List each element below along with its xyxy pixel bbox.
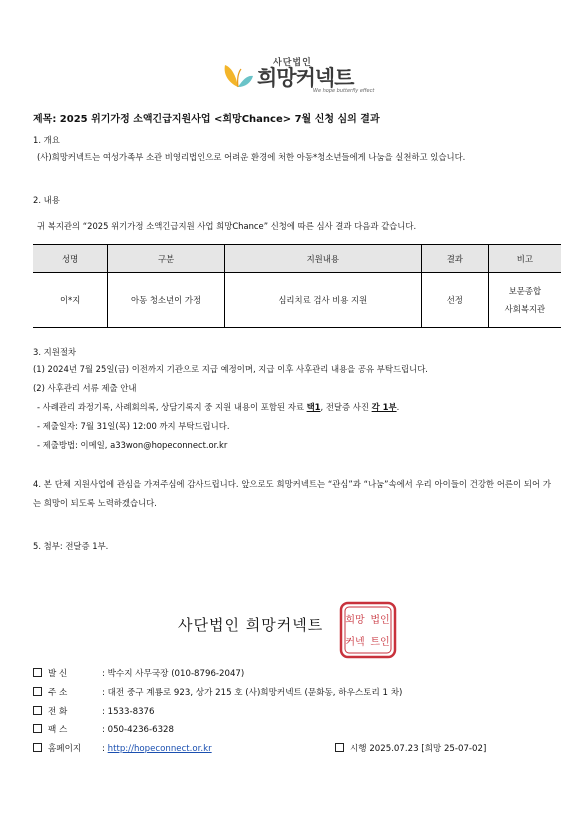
footer-sep: : (102, 744, 108, 754)
seal-glyph: 커넥 (345, 637, 365, 648)
section-3-line-5: - 제출방법: 이메일, a33won@hopeconnect.or.kr (37, 440, 228, 450)
footer-value: : 박수지 사무국장 (010-8796-2047) (102, 669, 245, 679)
footer-label: 팩 스 (48, 725, 68, 735)
seal-glyph: 희망 (345, 615, 365, 626)
table-header-row (33, 245, 561, 273)
document-title: 제목: 2025 위기가정 소액긴급지원사업 <희망Chance> 7월 신청 심의 결과 (33, 114, 380, 125)
seal-glyph: 법인 (370, 615, 390, 626)
footer-homepage (33, 742, 212, 754)
checkbox-square-icon (335, 743, 344, 752)
checkbox-square-icon (33, 724, 42, 733)
footer-label: 홈페이지 (48, 744, 82, 754)
table-header: 성명 (33, 245, 108, 273)
footer-enforce (335, 742, 486, 754)
emphasis: 택1 (306, 402, 321, 412)
table-cell: 선정 (421, 273, 488, 328)
footer-fax (33, 723, 174, 735)
checkbox-square-icon (33, 668, 42, 677)
table-cell (488, 273, 561, 328)
section-3-line-1: (1) 2024년 7월 25일(금) 이전까지 기관으로 지급 예정이며, 지급 이후 사후관리 내용을 공유 부탁드립니다. (33, 364, 428, 374)
section-2-heading: 2. 내용 (33, 195, 60, 205)
logo-tagline: We hope butterfly effect (313, 88, 375, 94)
footer-sender (33, 667, 244, 679)
result-table (33, 244, 561, 328)
seal-glyph: 트인 (370, 637, 390, 648)
section-2-body: 귀 복지관의 “2025 위기가정 소액긴급지원 사업 희망Chance” 신청에 따른 심사 결과 다음과 같습니다. (37, 221, 417, 231)
checkbox-square-icon (33, 743, 42, 752)
table-header: 비고 (488, 245, 561, 273)
section-5-body: 5. 첨부: 전달증 1부. (33, 541, 109, 551)
footer-label: 발 신 (48, 669, 68, 679)
section-3-line-4: - 제출일자: 7월 31일(목) 12:00 까지 부탁드립니다. (37, 421, 230, 431)
footer-value: : 1533-8376 (102, 707, 155, 717)
table-header: 결과 (421, 245, 488, 273)
text: - 사례관리 과정기록, 사례회의록, 상담기록지 중 지원 내용이 포함된 자료 (37, 402, 307, 412)
footer-label: 주 소 (48, 688, 68, 698)
section-1-body: (사)희망커넥트는 여성가족부 소관 비영리법인으로 어려운 환경에 처한 아동*청소년들에게 나눔을 실천하고 있습니다. (37, 152, 466, 162)
logo-small-text: 사단법인 (273, 58, 312, 68)
table-header: 구분 (108, 245, 225, 273)
table-row (33, 273, 561, 328)
table-cell: 심리치료 검사 비용 지원 (224, 273, 421, 328)
butterfly-logo-icon (221, 61, 255, 91)
section-3-line-3 (37, 399, 399, 415)
section-3-heading: 3. 지원절차 (33, 347, 77, 357)
text: , 전달증 사진 (320, 402, 372, 412)
emphasis: 각 1부 (371, 402, 397, 412)
logo-name: 희망커넥트 (257, 66, 354, 90)
organization-name: 사단법인 희망커넥트 (178, 616, 324, 634)
checkbox-square-icon (33, 687, 42, 696)
homepage-link[interactable]: http://hopeconnect.or.kr (107, 744, 212, 754)
footer-phone (33, 705, 154, 717)
logo (221, 55, 375, 95)
section-4-body: 4. 본 단체 지원사업에 관심을 가져주심에 감사드립니다. 앞으로도 희망커넥트는 “관심”과 “나눔”속에서 우리 아이들이 건강한 어른이 되어 가는 희망이 되도록 노력하겠습니다. (33, 479, 551, 508)
remark-line-2: 사회복지관 (504, 304, 546, 314)
footer-label: 전 화 (48, 707, 68, 717)
section-3-line-2: (2) 사후관리 서류 제출 안내 (33, 383, 137, 393)
footer-value: : 050-4236-6328 (102, 725, 174, 735)
remark-line-1: 보문종합 (508, 286, 542, 296)
text: . (396, 402, 400, 412)
section-1-heading: 1. 개요 (33, 135, 60, 145)
table-header: 지원내용 (224, 245, 421, 273)
footer-value: 시행 2025.07.23 [희망 25-07-02] (350, 744, 487, 754)
table-cell: 이*지 (33, 273, 108, 328)
footer-address (33, 686, 402, 698)
footer-value: : 대전 중구 계룡로 923, 상가 215 호 (사)희망커넥트 (문화동, 하우스토리 1 차) (102, 688, 403, 698)
checkbox-square-icon (33, 706, 42, 715)
official-seal-stamp (339, 601, 397, 659)
table-cell: 아동 청소년이 가정 (108, 273, 225, 328)
